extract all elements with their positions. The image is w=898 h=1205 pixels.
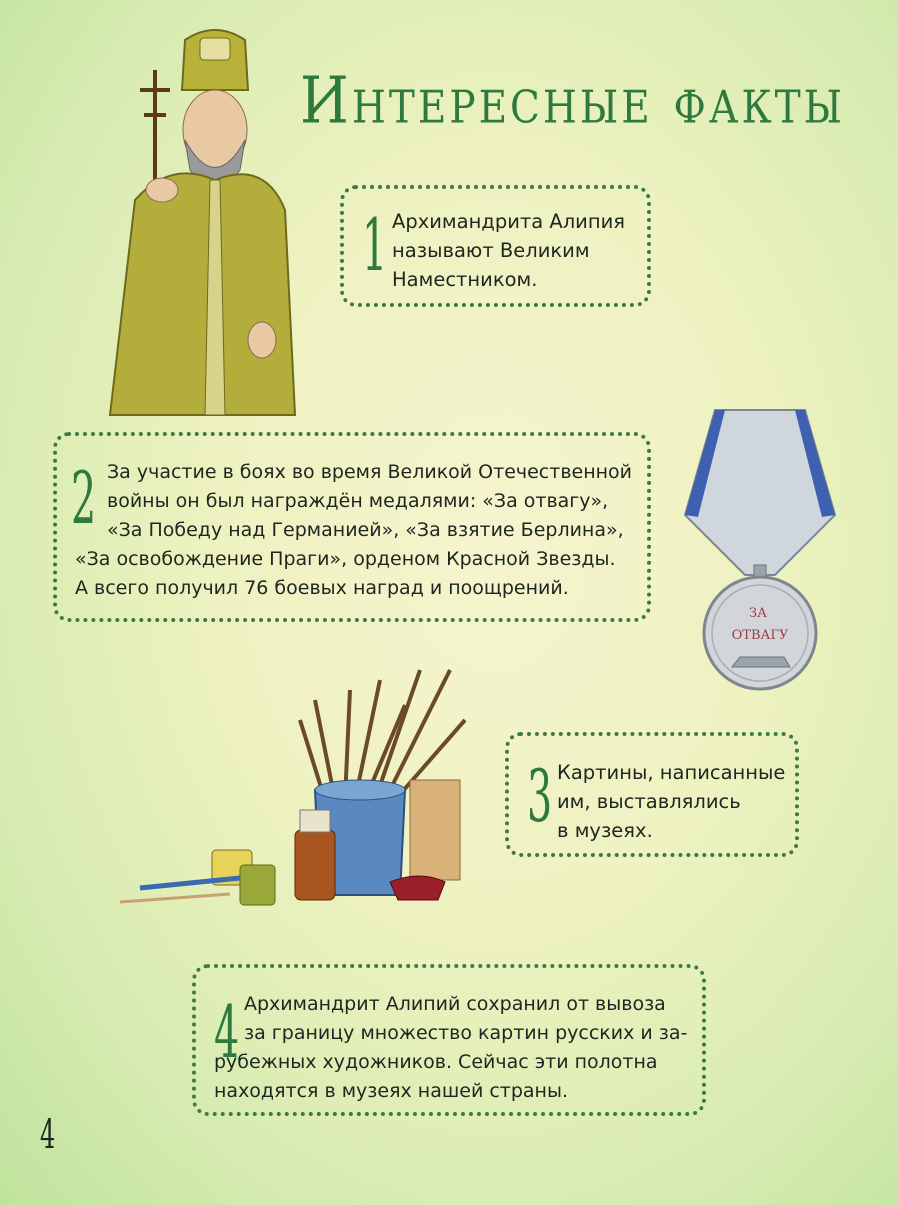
fact-1-line-2: называют Великим: [392, 239, 590, 262]
fact-4-line-4: находятся в музеях нашей страны.: [214, 1080, 569, 1102]
fact-2-line-4: «За освобождение Праги», орденом Красной Звезды.: [75, 548, 616, 570]
medal-text-line1: ЗА: [749, 606, 767, 621]
fact-4-line-2: за границу множество картин русских и за-: [244, 1022, 688, 1044]
fact-3-line-3: в музеях.: [557, 819, 653, 842]
fact-box-4: [192, 964, 706, 1116]
fact-number-4: 4: [214, 990, 240, 1074]
page-number: 4: [40, 1112, 56, 1158]
fact-2-line-3: «За Победу над Германией», «За взятие Берлина»,: [107, 519, 624, 541]
fact-number-2: 2: [71, 456, 97, 540]
fact-2-line-2: войны он был награждён медалями: «За отвагу»,: [107, 490, 609, 512]
fact-box-1: [340, 185, 651, 307]
fact-4-line-3: рубежных художников. Сейчас эти полотна: [214, 1051, 658, 1073]
fact-1-line-3: Наместником.: [392, 268, 538, 291]
fact-1-line-1: Архимандрита Алипия: [392, 210, 626, 233]
fact-box-3: [505, 732, 799, 857]
priest-illustration: [90, 20, 300, 420]
fact-3-line-2: им, выставлялись: [557, 790, 741, 813]
fact-2-line-1: За участие в боях во время Великой Отечественной: [107, 461, 633, 483]
fact-2-line-5: А всего получил 76 боевых наград и поощрений.: [75, 577, 569, 599]
fact-number-3: 3: [527, 754, 553, 838]
fact-3-line-1: Картины, написанные: [557, 761, 786, 784]
medal-illustration: [680, 405, 840, 695]
medal-text-line2: ОТВАГУ: [731, 628, 789, 643]
page-title: Интересные факты: [300, 64, 846, 139]
brushes-illustration: [120, 660, 480, 910]
fact-4-line-1: Архимандрит Алипий сохранил от вывоза: [244, 993, 666, 1015]
fact-box-2: [53, 432, 651, 622]
fact-number-1: 1: [362, 203, 388, 287]
